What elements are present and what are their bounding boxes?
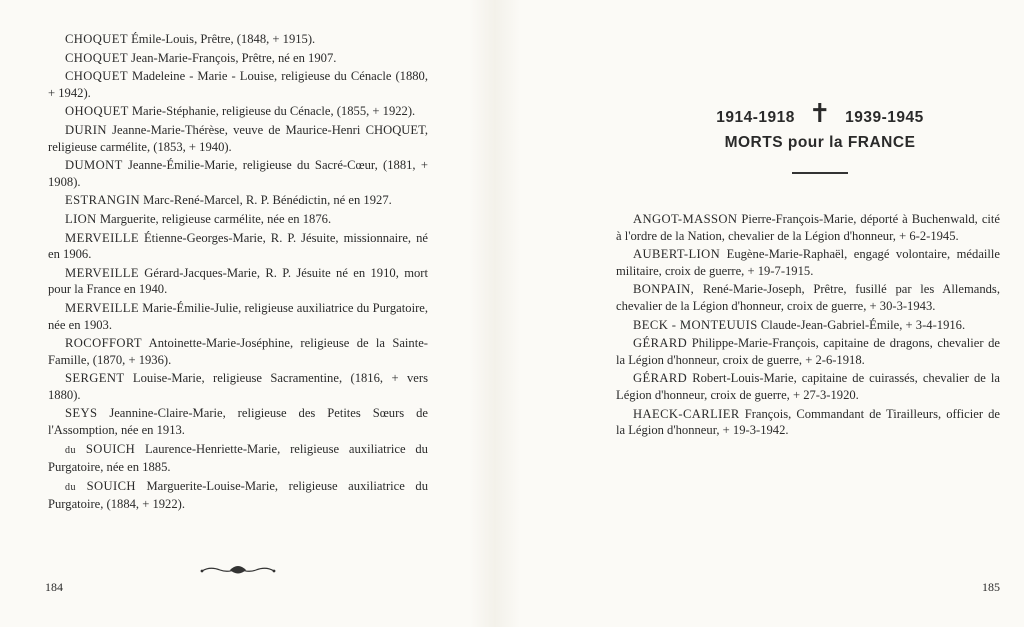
entry-text: Marc-René-Marcel, R. P. Bénédictin, né en 1927. xyxy=(139,193,392,208)
list-item xyxy=(48,478,428,513)
entry-text: Antoinette-Marie-Joséphine, religieuse de la Sainte-Famille, (1870, + 1936). xyxy=(48,336,428,367)
list-item xyxy=(48,300,428,333)
list-item xyxy=(48,211,428,228)
ornament-icon xyxy=(200,563,276,577)
entry-text: Étienne-Georges-Marie, R. P. Jésuite, missionnaire, né en 1906. xyxy=(48,230,428,262)
entry-text: Louise-Marie, religieuse Sacramentine, (1816, + vers 1880). xyxy=(48,371,428,402)
entry-name: HAECK-CARLIER xyxy=(633,406,740,421)
list-item xyxy=(48,230,428,263)
entry-text: Jean-Marie-François, Prêtre, né en 1907. xyxy=(127,50,337,65)
entry-list xyxy=(48,31,428,515)
page-title: MORTS pour la FRANCE xyxy=(724,134,916,151)
entry-text: Robert-Louis-Marie, capitaine de cuirassés, chevalier de la Légion d'honneur, croix de guerre, + 27-3-1920. xyxy=(616,371,1000,402)
year-range xyxy=(700,98,940,128)
list-item xyxy=(616,281,1000,314)
entry-prefix: du xyxy=(65,481,76,493)
list-item xyxy=(48,31,428,48)
list-item xyxy=(48,192,428,209)
list-item xyxy=(616,406,1000,439)
gutter xyxy=(470,0,520,627)
divider xyxy=(792,172,848,174)
entry-name: SOUICH xyxy=(86,478,136,493)
list-item xyxy=(48,122,428,155)
entry-text: Marguerite-Louise-Marie, religieuse auxiliatrice du Purgatoire, (1884, + 1922). xyxy=(48,478,428,512)
entry-name: DURIN xyxy=(65,122,107,137)
entry-name: CHOQUET xyxy=(65,50,128,65)
right-page xyxy=(520,0,1024,627)
entry-name: CHOQUET xyxy=(65,32,128,46)
entry-name: ROCOFFORT xyxy=(65,336,143,351)
list-item xyxy=(48,157,428,190)
entry-list xyxy=(616,211,1000,441)
entry-name: GÉRARD xyxy=(633,371,688,386)
entry-text: Marie-Stéphanie, religieuse du Cénacle, (1855, + 1922). xyxy=(128,104,416,119)
page-number: 184 xyxy=(45,580,63,594)
left-page xyxy=(0,0,470,627)
entry-text: Marie-Émilie-Julie, religieuse auxiliatrice du Purgatoire, née en 1903. xyxy=(48,300,428,332)
list-item xyxy=(48,405,428,438)
list-item xyxy=(616,370,1000,403)
entry-text: René-Marie-Joseph, Prêtre, fusillé par les Allemands, chevalier de la Légion d'honneur, croix de guerre, + 30-3-1943. xyxy=(616,282,1000,313)
cross-icon: ✝ xyxy=(808,98,832,128)
list-item xyxy=(616,211,1000,244)
entry-name: MERVEILLE xyxy=(65,265,139,280)
list-item xyxy=(48,335,428,368)
entry-text: Marguerite, religieuse carmélite, née en 1876. xyxy=(96,211,332,226)
entry-name: BONPAIN, xyxy=(633,282,695,297)
entry-text: Philippe-Marie-François, capitaine de dragons, chevalier de la Légion d'honneur, croix de guerre, + 2-6-1918. xyxy=(616,336,1000,367)
entry-name: BECK - MONTEUUIS xyxy=(633,317,758,332)
entry-text: Émile-Louis, Prêtre, (1848, + 1915). xyxy=(127,32,316,46)
list-item xyxy=(48,103,428,120)
year-left: 1914-1918 xyxy=(716,109,795,126)
entry-name: ANGOT-MASSON xyxy=(633,212,738,226)
section-heading xyxy=(700,98,940,174)
entry-text: Jeannine-Claire-Marie, religieuse des Petites Sœurs de l'Assomption, née en 1913. xyxy=(48,406,428,438)
entry-text: Madeleine - Marie - Louise, religieuse du Cénacle (1880, + 1942). xyxy=(48,69,428,100)
entry-name: OHOQUET xyxy=(65,104,129,119)
year-right: 1939-1945 xyxy=(845,109,924,126)
entry-text: Claude-Jean-Gabriel-Émile, + 3-4-1916. xyxy=(757,317,966,332)
entry-name: SOUICH xyxy=(85,441,136,456)
list-item xyxy=(48,265,428,298)
list-item xyxy=(616,317,1000,334)
list-item xyxy=(48,441,428,476)
entry-name: CHOQUET xyxy=(65,69,128,84)
entry-name: AUBERT-LION xyxy=(633,247,721,262)
entry-text: Eugène-Marie-Raphaël, engagé volontaire, médaille militaire, croix de guerre, + 19-7-1915. xyxy=(616,247,1000,278)
entry-name: LION xyxy=(65,211,97,226)
list-item xyxy=(48,68,428,101)
entry-name: SEYS xyxy=(65,406,98,421)
list-item xyxy=(616,246,1000,279)
entry-name: MERVEILLE xyxy=(65,300,139,315)
entry-name: SERGENT xyxy=(65,371,125,386)
entry-prefix: du xyxy=(65,444,76,456)
entry-text: François, Commandant de Tirailleurs, officier de la Légion d'honneur, + 19-3-1942. xyxy=(616,406,1000,438)
entry-name: MERVEILLE xyxy=(65,230,139,245)
entry-text: Pierre-François-Marie, déporté à Buchenwald, cité à l'ordre de la Nation, chevalier de la Légion d'honneur, + 6-2-1945. xyxy=(616,212,1000,243)
entry-text: Gérard-Jacques-Marie, R. P. Jésuite né en 1910, mort pour la France en 1940. xyxy=(48,265,428,297)
entry-name: ESTRANGIN xyxy=(65,193,140,208)
entry-name: GÉRARD xyxy=(633,336,688,351)
list-item xyxy=(48,50,428,67)
entry-name: DUMONT xyxy=(65,158,123,173)
page-number: 185 xyxy=(982,580,1000,594)
entry-text: Laurence-Henriette-Marie, religieuse auxiliatrice du Purgatoire, née en 1885. xyxy=(48,441,428,475)
list-item xyxy=(616,335,1000,368)
entry-text: Jeanne-Émilie-Marie, religieuse du Sacré-Cœur, (1881, + 1908). xyxy=(48,158,428,189)
entry-text: Jeanne-Marie-Thérèse, veuve de Maurice-Henri CHOQUET, religieuse carmélite, (1853, + 1940). xyxy=(48,122,428,154)
list-item xyxy=(48,370,428,403)
